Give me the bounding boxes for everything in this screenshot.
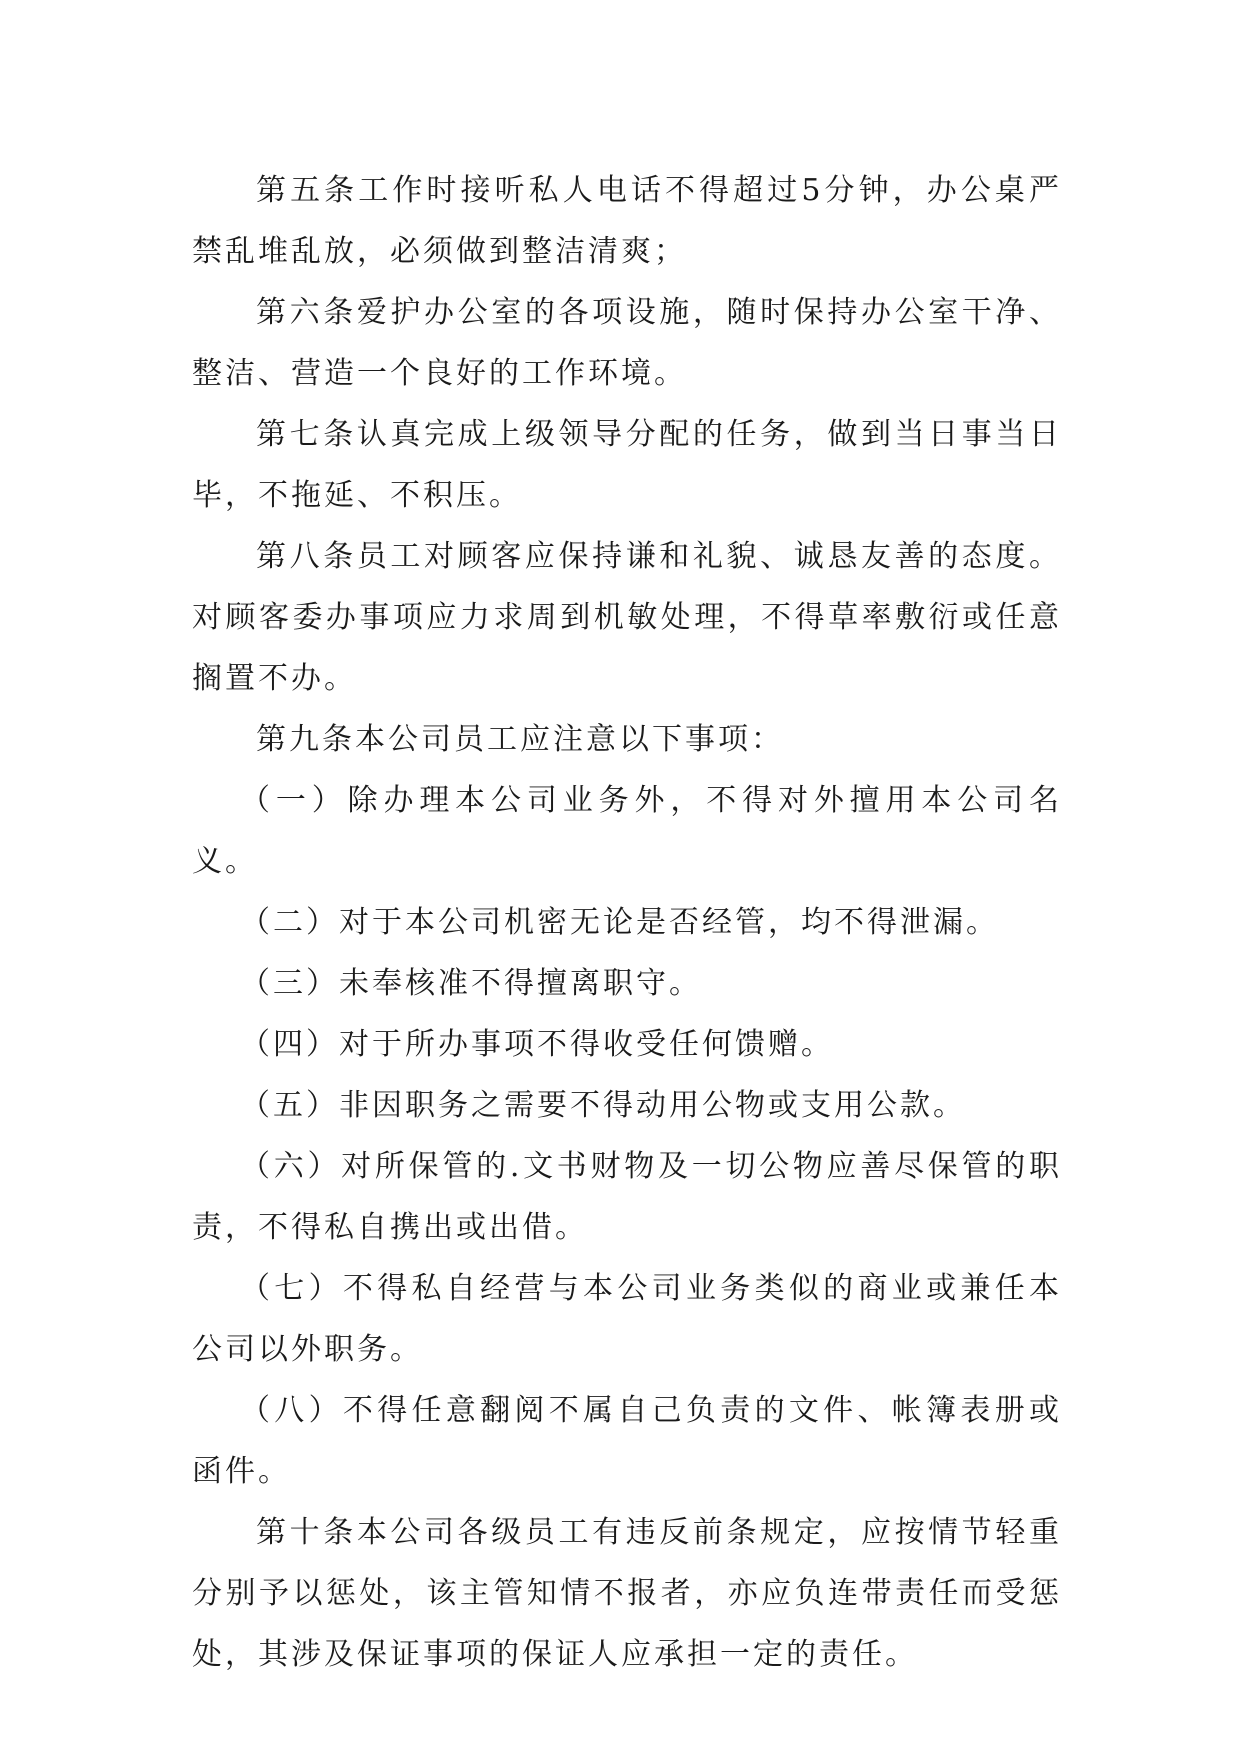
article-9-item-7: （七）不得私自经营与本公司业务类似的商业或兼任本公司以外职务。 — [192, 1271, 1062, 1367]
article-8: 第八条员工对顾客应保持谦和礼貌、诚恳友善的态度。对顾客委办事项应力求周到机敏处理，不得草率敷衍或任意搁置不办。 — [192, 539, 1062, 696]
article-6: 第六条爱护办公室的各项设施，随时保持办公室干净、整洁、营造一个良好的工作环境。 — [192, 295, 1062, 391]
article-9-item-6: （六）对所保管的.文书财物及一切公物应善尽保管的职责，不得私自携出或出借。 — [192, 1149, 1062, 1245]
article-9-item-1: （一）除办理本公司业务外，不得对外擅用本公司名义。 — [192, 783, 1062, 879]
article-5: 第五条工作时接听私人电话不得超过5分钟，办公桌严禁乱堆乱放，必须做到整洁清爽； — [192, 173, 1062, 269]
article-9-item-8: （八）不得任意翻阅不属自己负责的文件、帐簿表册或函件。 — [192, 1393, 1062, 1489]
article-9-item-3: （三）未奉核准不得擅离职守。 — [240, 966, 702, 1001]
article-9-item-5: （五）非因职务之需要不得动用公物或支用公款。 — [240, 1088, 966, 1123]
document-body — [192, 160, 1062, 1685]
article-9-item-4: （四）对于所办事项不得收受任何馈赠。 — [240, 1027, 834, 1062]
article-10: 第十条本公司各级员工有违反前条规定，应按情节轻重分别予以惩处，该主管知情不报者，亦应负连带责任而受惩处，其涉及保证事项的保证人应承担一定的责任。 — [192, 1515, 1062, 1672]
article-9: 第九条本公司员工应注意以下事项： — [256, 722, 784, 757]
article-7: 第七条认真完成上级领导分配的任务，做到当日事当日毕，不拖延、不积压。 — [192, 417, 1062, 513]
article-9-item-2: （二）对于本公司机密无论是否经管，均不得泄漏。 — [240, 905, 999, 940]
